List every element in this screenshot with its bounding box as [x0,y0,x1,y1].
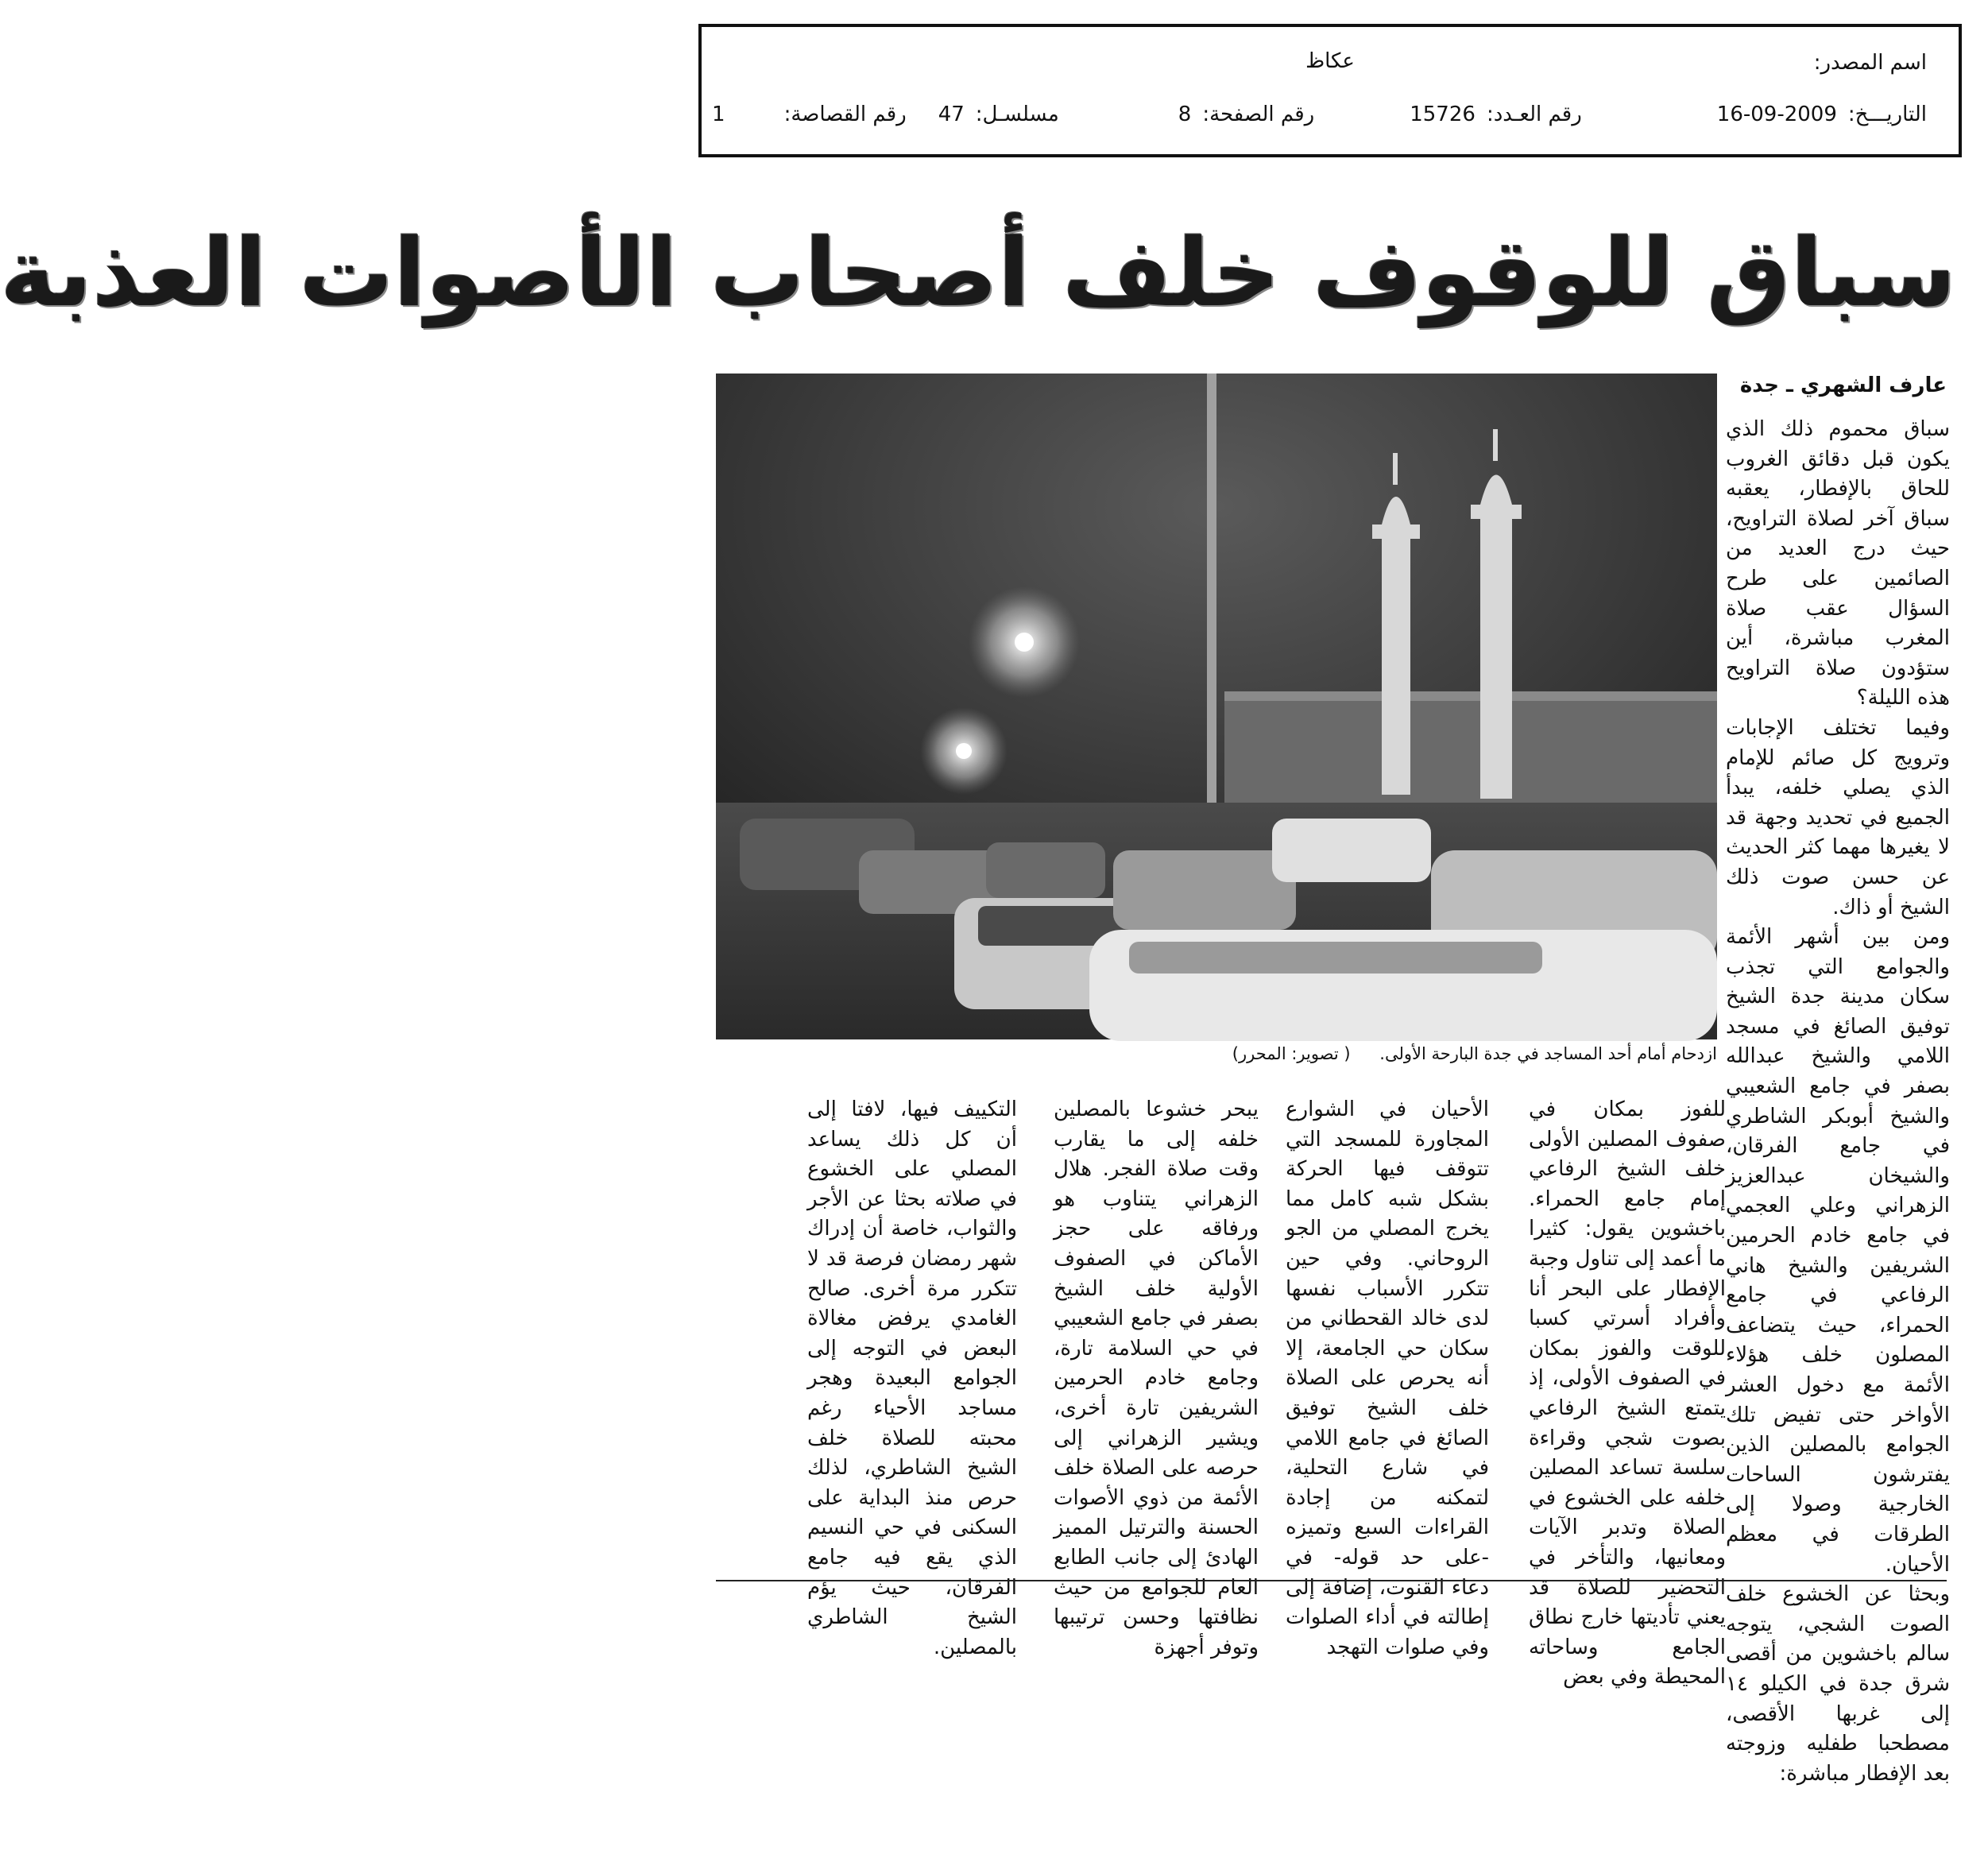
article-photo [716,374,1717,1039]
date-label: التاريـــخ: [1847,103,1927,126]
clip-value: 1 [712,103,725,126]
source-label: اسم المصدر: [1813,51,1927,75]
paragraph: سباق محموم ذلك الذي يكون قبل دقائق الغروب للحاق بالإفطار، يعقبه سباق آخر لصلاة التراويح، حيث درج العديد من الصائمين على طرح السؤال عقب صلاة المغرب مباشرة، أين ستؤدون صلاة التراويح هذه الليلة؟ [1726,417,1950,710]
metadata-row [712,99,1927,130]
page-value: 8 [1178,103,1192,126]
article-column-4: التكييف فيها، لافتا إلى أن كل ذلك يساعد المصلي على الخشوع في صلاته بحثا عن الأجر والثواب، خاصة أن إدراك شهر رمضان فرصة قد لا تتكرر مرة أخرى. صالح الغامدي يرفض مغالاة البعض في التوجه إلى الجوامع البعيدة وهجر مساجد الأحياء رغم محبته للصلاة خلف الشيخ الشاطري، لذلك حرص منذ البداية على السكنى في حي النسيم الذي يقع فيه جامع الفرقان، حيث يؤم الشيخ الشاطري بالمصلين. [807,1097,1017,1659]
paragraph: وبحثا عن الخشوع خلف الصوت الشجي، يتوجه سالم باخشوين من أقصى شرق جدة في الكيلو ١٤ إلى غربها الأقصى، مصطحبا طفليه وزوجته بعد الإفطار مباشرة: [1726,1582,1950,1786]
photo-caption [945,1044,1717,1063]
article-headline: سباق للوقوف خلف أصحاب الأصوات العذبة [0,218,1956,327]
article-byline: عارف الشهري ـ جدة [1739,374,1947,397]
article-column-2: الأحيان في الشوارع المجاورة للمسجد التي تتوقف فيها الحركة بشكل شبه كامل مما يخرج المصلي من الجو الروحاني. وفي حين تتكرر الأسباب نفسها لدى خالد القحطاني من سكان حي الجامعة، إلا أنه يحرص على الصلاة خلف الشيخ توفيق الصائغ في جامع اللامي في شارع التحلية، لتمكنه من إجادة القراءات السبع وتميزه -على حد قوله- في دعاء القنوت، إضافة إلى إطالته في أداء الصلوات وفي صلوات التهجد [1286,1097,1489,1659]
serial-value: 47 [938,103,965,126]
clip-label: رقم القصاصة: [783,103,907,126]
serial-label: مسلسـل: [975,103,1059,126]
bottom-rule [716,1580,1947,1581]
issue-value: 15726 [1410,103,1476,126]
photo-credit: ( تصوير: المحرر) [1232,1044,1351,1063]
source-name: عكاظ [1305,49,1355,73]
caption-text: ازدحام أمام أحد المساجد في جدة البارحة الأولى. [1379,1044,1717,1063]
date-value: 16-09-2009 [1716,103,1837,126]
article-column-1: للفوز بمكان في صفوف المصلين الأولى خلف الشيخ الرفاعي إمام جامع الحمراء. باخشوين يقول: كثيرا ما أعمد إلى تناول وجبة الإفطار على البحر أنا وأفراد أسرتي كسبا للوقت والفوز بمكان في الصفوف الأولى، إذ يتمتع الشيخ الرفاعي بصوت شجي وقراءة سلسة تساعد المصلين خلفه على الخشوع في الصلاة وتدبر الآيات ومعانيها، والتأخر في التحضير للصلاة قد يعني تأديتها خارج نطاق الجامع وساحاته المحيطة وفي بعض [1528,1097,1726,1690]
article-column-3: يبحر خشوعا بالمصلين خلفه إلى ما يقارب وقت صلاة الفجر. هلال الزهراني يتناوب هو ورفاقه على حجز الأماكن في الصفوف الأولية خلف الشيخ بصفر في جامع الشعيبي في حي السلامة تارة، وجامع خادم الحرمين الشريفين تارة أخرى، ويشير الزهراني إلى حرصه على الصلاة خلف الأئمة من ذوي الأصوات الحسنة والترتيل المميز الهادئ إلى جانب الطابع العام للجوامع من حيث نظافتها وحسن ترتيبها وتوفر أجهزة [1054,1097,1259,1659]
paragraph: وفيما تختلف الإجابات وترويج كل صائم للإمام الذي يصلي خلفه، يبدأ الجميع في تحديد وجهة قد لا يغيرها مهما كثر الحديث عن حسن صوت ذلك الشيخ أو ذاك. [1726,715,1950,919]
page-label: رقم الصفحة: [1202,103,1315,126]
article-side-column [1726,415,1950,1786]
mosque-night-photo [716,374,1717,1039]
clipping-metadata-box [698,24,1962,157]
issue-label: رقم العـدد: [1486,103,1582,126]
paragraph: ومن بين أشهر الأئمة والجوامع التي تجذب سكان مدينة جدة الشيخ توفيق الصائغ في مسجد اللامي والشيخ عبدالله بصفر في جامع الشعيبي والشيخ أبوبكر الشاطري في جامع الفرقان، والشيخان عبدالعزيز الزهراني وعلي العجمي في جامع خادم الحرمين الشريفين والشيخ هاني الرفاعي في جامع الحمراء، حيث يتضاعف المصلون خلف هؤلاء الأئمة مع دخول العشر الأواخر حتى تفيض تلك الجوامع بالمصلين الذين يفترشون الساحات الخارجية وصولا إلى الطرقات في معظم الأحيان. [1726,925,1950,1577]
